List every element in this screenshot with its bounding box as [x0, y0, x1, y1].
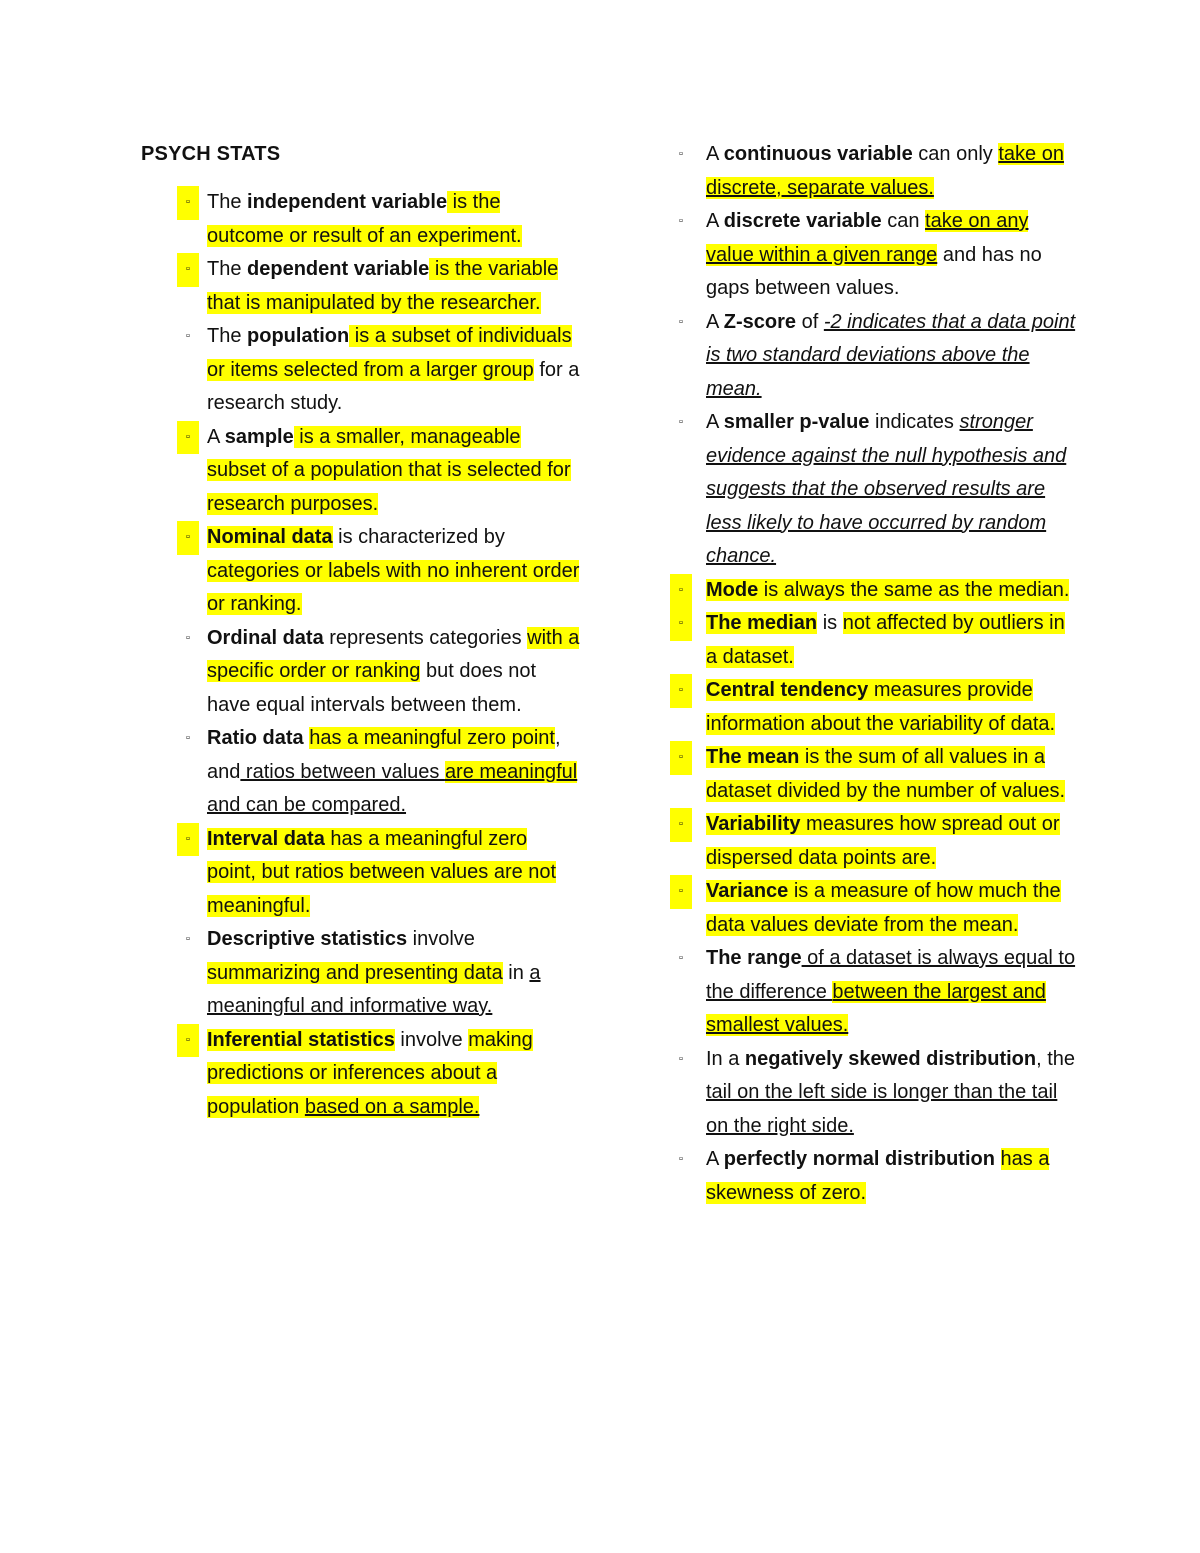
list-item: [141, 1024, 581, 1125]
item-text-segment: negatively skewed distribution: [744, 1047, 1037, 1070]
item-text-segment: has a skewness of zero.: [706, 1148, 1050, 1204]
item-text-segment: categories or labels with no inherent order or ranking.: [207, 559, 580, 615]
item-text-segment: Inferential statistics: [207, 1028, 395, 1051]
item-text-segment: Mode: [706, 578, 759, 601]
list-item: [141, 521, 581, 622]
list-item: [670, 674, 1080, 741]
document-title: PSYCH STATS: [141, 143, 281, 165]
item-text-segment: measures provide information about the variability of data.: [706, 679, 1056, 735]
bullet-icon: ▫: [679, 952, 683, 964]
item-text-segment: Ordinal data: [207, 626, 324, 649]
item-text-segment: The: [207, 325, 248, 347]
item-text-segment: sample: [224, 425, 294, 448]
item-text-segment: take on discrete, separate values.: [706, 143, 1064, 199]
list-item: [670, 138, 1080, 205]
item-text-segment: is the variable that is manipulated by the researcher.: [207, 258, 559, 314]
item-text-segment: based on a sample.: [304, 1095, 480, 1118]
list-item: [141, 320, 581, 421]
list-item: [670, 205, 1080, 306]
item-text-segment: The median: [706, 612, 818, 634]
item-text-segment: can only: [912, 143, 999, 165]
item-text-segment: A: [706, 411, 724, 433]
item-text-segment: [995, 1148, 1001, 1170]
bullet-icon: ▫: [186, 631, 190, 644]
list-item: [670, 306, 1080, 407]
bullet-icon: ▫: [679, 315, 683, 328]
item-text-segment: has a meaningful zero point: [309, 727, 555, 749]
bullet-icon: ▫: [670, 808, 692, 842]
item-text-segment: The range: [706, 947, 802, 969]
item-text-segment: Nominal data: [207, 526, 333, 548]
item-text-segment: between the largest and smallest values.: [706, 980, 1046, 1036]
list-item: [670, 406, 1080, 574]
bullet-icon: ▫: [670, 674, 692, 708]
item-text-segment: independent variable: [247, 191, 448, 213]
list-item: [141, 722, 581, 823]
item-text-segment: in: [502, 961, 530, 984]
bullet-icon: ▫: [670, 741, 692, 775]
bullet-icon: ▫: [177, 823, 199, 857]
item-text-segment: Interval data: [207, 827, 325, 850]
item-text-segment: indicates: [869, 411, 960, 433]
item-text-segment: and can be compared.: [207, 794, 407, 816]
bullet-icon: ▫: [679, 148, 683, 160]
list-item: [141, 923, 581, 1024]
list-item: [141, 421, 581, 522]
item-text-segment: Central tendency: [706, 679, 869, 701]
item-text-segment: perfectly normal distribution: [723, 1148, 995, 1170]
item-text-segment: is always the same as the median.: [758, 578, 1070, 601]
item-text-segment: is: [817, 612, 843, 634]
item-text-segment: ratios between values: [240, 760, 445, 783]
item-text-segment: not affected by outliers in a dataset.: [706, 612, 1065, 668]
list-item: [670, 741, 1080, 808]
item-text-segment: smaller p-value: [723, 411, 870, 433]
item-text-segment: is a subset of individuals or items selected from a larger group: [207, 325, 572, 381]
bullet-icon: ▫: [177, 1024, 199, 1058]
item-text-segment: The: [207, 258, 248, 280]
item-text-segment: , the: [1036, 1047, 1076, 1070]
item-text-segment: A: [706, 143, 724, 165]
list-item: [670, 607, 1080, 674]
item-text-segment: dependent variable: [247, 258, 430, 280]
list-item: [141, 622, 581, 723]
item-text-segment: can: [881, 210, 926, 232]
item-text-segment: A: [706, 310, 724, 333]
list-item: [141, 253, 581, 320]
bullet-icon: ▫: [177, 186, 199, 220]
item-text-segment: is a measure of how much the data values deviate from the mean.: [706, 880, 1061, 936]
bullet-icon: ▫: [177, 521, 199, 555]
list-item: [670, 574, 1080, 608]
right-column-list: [670, 138, 1080, 1210]
item-text-segment: of a dataset is always equal to the difference: [706, 947, 1076, 1003]
item-text-segment: represents categories: [323, 626, 528, 649]
item-text-segment: Descriptive statistics: [207, 928, 408, 950]
item-text-segment: measures how spread out or dispersed data points are.: [706, 813, 1060, 869]
item-text-segment: but does not have equal intervals between them.: [207, 660, 537, 716]
item-text-segment: stronger evidence against the null hypothesis and suggests that the observed results are less likely to have occurred by random chance.: [706, 411, 1067, 567]
item-text-segment: summarizing and presenting data: [207, 961, 503, 984]
bullet-icon: ▫: [679, 1153, 683, 1165]
item-text-segment: Variance: [706, 880, 789, 902]
item-text-segment: A: [207, 425, 225, 448]
item-text-segment: involve: [394, 1028, 469, 1051]
bullet-icon: ▫: [177, 421, 199, 455]
bullet-icon: ▫: [186, 330, 190, 342]
item-text-segment: are meaningful: [444, 760, 578, 783]
item-text-segment: involve: [407, 928, 475, 950]
item-text-segment: with a specific order or ranking: [207, 626, 580, 682]
item-text-segment: a meaningful and informative way.: [207, 961, 541, 1017]
item-text-segment: discrete variable: [723, 210, 882, 232]
item-text-segment: is a smaller, manageable subset of a population that is selected for research purposes.: [207, 425, 571, 515]
item-text-segment: A: [706, 1148, 724, 1170]
list-item: [670, 875, 1080, 942]
item-text-segment: is the outcome or result of an experiment.: [207, 191, 522, 247]
item-text-segment: take on any value within a given range: [706, 210, 1029, 266]
bullet-icon: ▫: [670, 607, 692, 641]
item-text-segment: of: [796, 310, 824, 333]
item-text-segment: population: [247, 325, 350, 347]
bullet-icon: ▫: [186, 732, 190, 744]
item-text-segment: , and: [207, 727, 561, 783]
item-text-segment: Ratio data: [207, 727, 304, 749]
item-text-segment: for a research study.: [207, 358, 580, 414]
item-text-segment: The mean: [706, 746, 800, 768]
item-text-segment: making predictions or inferences about a population: [207, 1028, 533, 1118]
bullet-icon: ▫: [186, 933, 190, 945]
item-text-segment: Variability: [706, 813, 801, 835]
item-text-segment: is the sum of all values in a dataset divided by the number of values.: [706, 746, 1066, 802]
item-text-segment: has a meaningful zero point, but ratios between values are not meaningful.: [207, 827, 557, 917]
item-text-segment: A: [706, 210, 724, 232]
item-text-segment: Z-score: [723, 310, 797, 333]
item-text-segment: tail on the left side is longer than the tail on the right side.: [706, 1081, 1058, 1137]
list-item: [670, 808, 1080, 875]
list-item: [141, 186, 581, 253]
list-item: [141, 823, 581, 924]
left-column-list: [141, 186, 581, 1124]
list-item: [670, 1143, 1080, 1210]
bullet-icon: ▫: [670, 574, 692, 608]
bullet-icon: ▫: [177, 253, 199, 287]
item-text-segment: -2 indicates that a data point is two standard deviations above the mean.: [706, 310, 1076, 400]
item-text-segment: is characterized by: [332, 526, 505, 548]
list-item: [670, 1043, 1080, 1144]
bullet-icon: ▫: [679, 215, 683, 227]
bullet-icon: ▫: [679, 416, 683, 428]
bullet-icon: ▫: [670, 875, 692, 909]
item-text-segment: In a: [706, 1047, 745, 1070]
list-item: [670, 942, 1080, 1043]
item-text-segment: and has no gaps between values.: [706, 243, 1042, 299]
item-text-segment: The: [207, 191, 248, 213]
bullet-icon: ▫: [679, 1052, 683, 1065]
item-text-segment: continuous variable: [723, 143, 913, 165]
